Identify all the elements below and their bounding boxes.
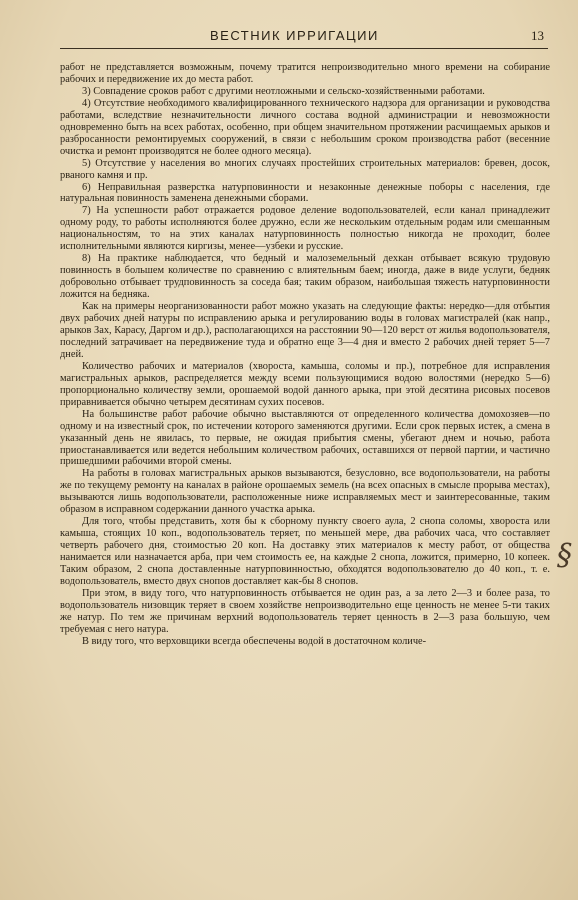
paragraph: работ не представляется возможным, почему тратится непроизводительно много времени на собирание рабочих и передвижение их до места работ. <box>60 62 550 85</box>
paragraph: 4) Отсутствие необходимого квалифицированного технического надзора для организации и руководства работами, вследствие незначительности личного состава водной администрации и невозможности одновременно быть на всех работах, особенно, при общем значительном протяжении расчищаемых арыков и разбросанности ремонтируемых сооружений, в связи с небольшим сроком производства работ (весенние очистка и ремонт производятся не более одного месяца). <box>60 97 550 157</box>
paragraph: Для того, чтобы представить, хотя бы к сборному пункту своего аула, 2 снопа соломы, хвороста или камыша, стоящих 10 коп., водопользователь теряет, по меньшей мере, два рабочих часа, что составляет четверть рабочего дня, стоимостью 20 коп. На доставку этих материалов к месту работ, от общества нанимается или назначается арба, при чем стоимость ее, на каждые 2 снопа, ложится, примерно, 10 копеек. Таким образом, 2 снопа доставленные натурповинностью, обходятся водопользователю до 40 коп., т. е. водопользователь, вместо двух снопов доставляет как-бы 8 снопов. <box>60 516 550 587</box>
paragraph: Количество рабочих и материалов (хвороста, камыша, соломы и пр.), потребное для исправления магистральных арыков, распределяется между всеми пользующимися водою волостями (нередко 5—6) пропорционально количеству земли, орошаемой водой данного арыка, при этой десятина рисовых посевов приравнивается обычно четырем десятинам сухих посевов. <box>60 360 550 408</box>
page-number: 13 <box>531 28 544 43</box>
paragraph: 8) На практике наблюдается, что бедный и малоземельный дехкан отбывает всякую трудовую повинность в большем количестве по сравнению с влиятельным баем; иногда, даже в виде услуги, бедняк добровольно отбывает трудповинность за соседа бая; таким образом, наибольшая тяжесть натурповинности ложится на бедняка. <box>60 253 550 301</box>
page-header <box>60 26 548 49</box>
handwritten-margin-mark: § <box>557 538 572 573</box>
paragraph: 7) На успешности работ отражается родовое деление водопользователей, если канал принадлежит одному роду, то работы исполняются более дружно, если же нескольким отдельным родам или смешанным национальностям, то на этих каналах натурповинность полностью никогда не проходит, более исполнительными являются киргизы, менее—узбеки и русские. <box>60 205 550 253</box>
article-body <box>60 62 550 648</box>
paragraph: На большинстве работ рабочие обычно выставляются от определенного количества домохозяев—по одному и на известный срок, по истечении которого заменяются другими. Если срок первых истек, а смена в указанный день не явилась, то первые, не ожидая прибытия смены, убегают днем и ночью, работа приостанавливается или ведется небольшим количеством рабочих, оставшихся от первой партии, и частично пришедшими рабочими второй смены. <box>60 408 550 468</box>
paragraph: 6) Неправильная разверстка натурповинности и незаконные денежные поборы с населения, где натуральная повинность заменена денежными сборами. <box>60 181 550 205</box>
paragraph: При этом, в виду того, что натурповинность отбывается не один раз, а за лето 2—3 и более раза, то водопользователь низовщик теряет в своем хозяйстве непроизводительно еще ценность не менее 5-ти таких же натур. По тем же причинам верхний водопользователь теряет ценность в 2—3 раза большую, чем требуемая с него натура. <box>60 587 550 635</box>
paragraph: На работы в головах магистральных арыков вызываются, безусловно, все водопользователи, на работы же по текущему ремонту на каналах в районе орошаемых земель (на всех опасных в смысле прорыва местах), вызываются лишь водопользователи, расположенные ниже исправляемых мест и заинтересованные, таким образом в исправном содержании данного участка арыка. <box>60 468 550 516</box>
paragraph: Как на примеры неорганизованности работ можно указать на следующие факты: нередко—для отбытия двух рабочих дней натуры по исправлению арыка и регулированию воды в головах магистралей (как напр., арыков Зах, Карасу, Даргом и др.), располагающихся на расстоянии 90—120 верст от жилья водопользователя, последний затрачивает на передвижение туда и обратно еще 3—4 дня и вместо 2 рабочих дней теряет 5—7 дней. <box>60 301 550 360</box>
journal-title: ВЕСТНИК ИРРИГАЦИИ <box>210 28 379 43</box>
paragraph: В виду того, что верховщики всегда обеспечены водой в достаточном количе- <box>82 635 427 647</box>
paragraph: 5) Отсутствие у населения во многих случаях простейших строительных материалов: бревен, досок, рваного камня и пр. <box>60 157 550 181</box>
paragraph: 3) Совпадение сроков работ с другими неотложными и сельско-хозяйственными работами. <box>82 85 485 97</box>
